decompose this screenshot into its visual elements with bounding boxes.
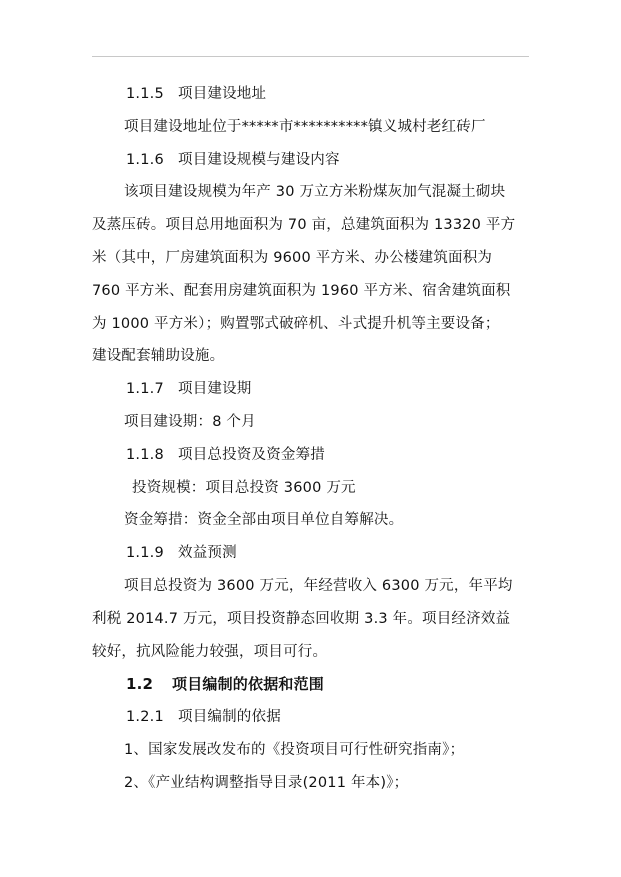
section-number: 1.1.7 [126, 381, 164, 398]
paragraph-line: 项目建设期：8 个月 [124, 413, 256, 430]
paragraph-line: 米（其中，厂房建筑面积为 9600 平方米、办公楼建筑面积为 [92, 249, 493, 266]
section-number: 1.1.5 [126, 86, 164, 102]
section-number: 1.1.8 [126, 446, 164, 463]
section-title: 项目建设地址 [178, 86, 267, 102]
list-item: 2、《产业结构调整指导目录(2011 年本)》； [124, 774, 409, 791]
section-title: 项目编制的依据 [178, 709, 281, 726]
paragraph-line: 为 1000 平方米）；购置鄂式破碎机、斗式提升机等主要设备； [92, 315, 500, 332]
section-heading-1-1-8 [92, 439, 526, 472]
section-number: 1.1.6 [126, 151, 164, 168]
section-heading-1-1-9 [92, 537, 526, 570]
section-number: 1.1.9 [126, 545, 164, 562]
section-heading-1-1-6 [92, 144, 526, 177]
paragraph-line: 项目总投资为 3600 万元，年经营收入 6300 万元，年平均 [124, 577, 513, 594]
paragraph-line: 资金筹措：资金全部由项目单位自筹解决。 [124, 512, 404, 529]
section-title: 项目总投资及资金筹措 [178, 446, 325, 463]
paragraph-line: 760 平方米、配套用房建筑面积为 1960 平方米、宿舍建筑面积 [92, 282, 511, 299]
page-content [92, 78, 526, 800]
section-title: 项目编制的依据和范围 [172, 675, 325, 694]
section-number: 1.2.1 [126, 709, 164, 726]
paragraph-line: 较好，抗风险能力较强，项目可行。 [92, 643, 328, 660]
paragraph-line: 及蒸压砖。项目总用地面积为 70 亩，总建筑面积为 13320 平方 [92, 217, 516, 234]
section-title: 项目建设期 [178, 381, 252, 398]
section-title: 效益预测 [178, 545, 237, 562]
section-heading-1-2-1 [92, 701, 526, 734]
paragraph-line: 投资规模：项目总投资 3600 万元 [132, 479, 356, 496]
paragraph-line: 项目建设地址位于*****市**********镇义城村老红砖厂 [124, 118, 486, 135]
header-rule [92, 56, 529, 57]
paragraph-line: 建设配套辅助设施。 [92, 348, 225, 365]
list-item: 1、国家发展改发布的《投资项目可行性研究指南》； [124, 741, 465, 758]
section-heading-1-1-7 [92, 373, 526, 406]
paragraph-line: 利税 2014.7 万元，项目投资静态回收期 3.3 年。项目经济效益 [92, 610, 511, 627]
section-number: 1.2 [126, 675, 154, 694]
section-heading-1-2 [92, 668, 526, 701]
section-heading-1-1-5 [92, 78, 526, 111]
paragraph-line: 该项目建设规模为年产 30 万立方米粉煤灰加气混凝土砌块 [124, 184, 506, 201]
section-title: 项目建设规模与建设内容 [178, 151, 340, 168]
